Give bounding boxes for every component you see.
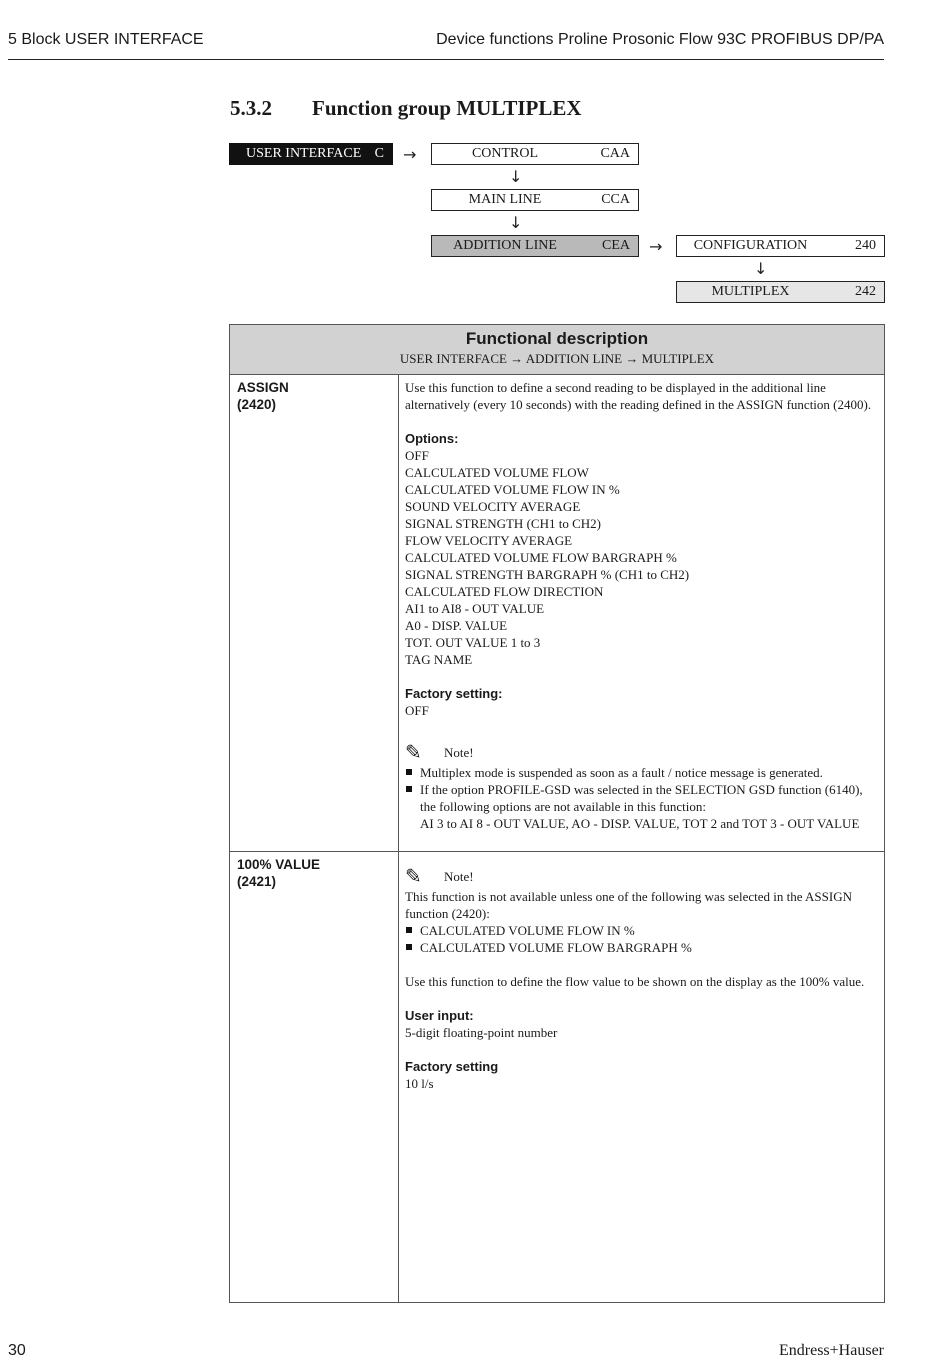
- nav-box-user-interface: [229, 143, 393, 165]
- bullet-square-icon: [406, 769, 412, 775]
- row-divider: [230, 851, 884, 852]
- function-code: (2421): [237, 874, 277, 889]
- pencil-note-icon: ✎: [405, 864, 422, 888]
- page-number: 30: [8, 1342, 26, 1359]
- table-path: USER INTERFACE → ADDITION LINE → MULTIPLEX: [399, 351, 715, 366]
- factory-setting-value: OFF: [405, 703, 429, 718]
- nav-label: USER INTERFACE: [246, 146, 362, 161]
- section-number: 5.3.2: [230, 96, 272, 120]
- table-title: Functional description: [465, 329, 649, 348]
- pencil-note-icon: ✎: [405, 740, 422, 764]
- option-item: TOT. OUT VALUE 1 to 3: [405, 635, 541, 650]
- note-label: Note!: [444, 869, 474, 884]
- note-heading: [405, 866, 881, 888]
- note-bullet: [405, 922, 881, 939]
- header-rule: [8, 59, 884, 60]
- function-name: 100% VALUE: [237, 857, 321, 872]
- nav-box-main-line: [431, 189, 639, 211]
- option-item: CALCULATED VOLUME FLOW BARGRAPH %: [405, 550, 677, 565]
- nav-label: CONFIGURATION: [693, 238, 808, 253]
- nav-code: CEA: [602, 238, 630, 253]
- nav-code: 242: [855, 284, 876, 299]
- option-item: CALCULATED FLOW DIRECTION: [405, 584, 604, 599]
- section-title: Function group MULTIPLEX: [312, 96, 582, 120]
- running-header-section: 5 Block USER INTERFACE: [8, 31, 204, 48]
- note-tail: AI 3 to AI 8 - OUT VALUE, AO - DISP. VALUE, TOT 2 and TOT 3 - OUT VALUE: [420, 816, 860, 831]
- nav-code: C: [374, 146, 384, 161]
- function-description-assign: [405, 379, 881, 832]
- nav-code: 240: [855, 238, 876, 253]
- user-input-value: 5-digit floating-point number: [405, 1025, 558, 1040]
- arrow-down-icon: ↓: [509, 167, 523, 186]
- factory-setting-label: Factory setting:: [405, 686, 503, 701]
- functional-description-table: [229, 324, 885, 1303]
- note-bullet-text: Multiplex mode is suspended as soon as a fault / notice message is generated.: [420, 765, 823, 780]
- arrow-down-icon: ↓: [509, 213, 523, 232]
- assign-intro: Use this function to define a second reading to be displayed in the additional line alternatively (every 10 seconds) with the reading defined in the ASSIGN function (2400).: [405, 380, 872, 412]
- arrow-right-icon: →: [649, 237, 663, 256]
- function-name-assign: [237, 379, 289, 413]
- note-label: Note!: [444, 745, 474, 760]
- note-bullet-text: CALCULATED VOLUME FLOW BARGRAPH %: [420, 940, 692, 955]
- nav-box-control: [431, 143, 639, 165]
- note-bullet: [405, 939, 881, 956]
- running-header-title: Device functions Proline Prosonic Flow 93C PROFIBUS DP/PA: [436, 31, 884, 48]
- note-heading: [405, 742, 881, 764]
- option-item: CALCULATED VOLUME FLOW: [405, 465, 589, 480]
- function-description-100-value: [405, 866, 881, 1092]
- nav-box-addition-line: [431, 235, 639, 257]
- note-text: This function is not available unless one of the following was selected in the ASSIGN function (2420):: [405, 889, 852, 921]
- option-item: A0 - DISP. VALUE: [405, 618, 508, 633]
- brand-name: Endress+Hauser: [779, 1342, 884, 1359]
- nav-label: ADDITION LINE: [453, 238, 557, 253]
- user-input-label: User input:: [405, 1008, 474, 1023]
- option-item: OFF: [405, 448, 429, 463]
- note-bullet: [405, 781, 881, 832]
- function-name-100-value: [237, 856, 320, 890]
- arrow-down-icon: ↓: [754, 259, 768, 278]
- column-divider: [398, 374, 399, 1302]
- option-item: AI1 to AI8 - OUT VALUE: [405, 601, 545, 616]
- nav-box-multiplex: [676, 281, 885, 303]
- nav-code: CCA: [601, 192, 630, 207]
- arrow-right-icon: →: [403, 145, 417, 164]
- bullet-square-icon: [406, 786, 412, 792]
- note-bullet-text: CALCULATED VOLUME FLOW IN %: [420, 923, 635, 938]
- option-item: CALCULATED VOLUME FLOW IN %: [405, 482, 620, 497]
- option-item: TAG NAME: [405, 652, 473, 667]
- bullet-square-icon: [406, 944, 412, 950]
- option-item: SIGNAL STRENGTH BARGRAPH % (CH1 to CH2): [405, 567, 690, 582]
- nav-label: CONTROL: [471, 146, 539, 161]
- option-item: SIGNAL STRENGTH (CH1 to CH2): [405, 516, 601, 531]
- value100-description: Use this function to define the flow value to be shown on the display as the 100% value.: [405, 974, 865, 989]
- options-label: Options:: [405, 431, 459, 446]
- note-bullet: [405, 764, 881, 781]
- option-item: FLOW VELOCITY AVERAGE: [405, 533, 573, 548]
- option-item: SOUND VELOCITY AVERAGE: [405, 499, 581, 514]
- nav-box-configuration: [676, 235, 885, 257]
- factory-setting-value: 10 l/s: [405, 1076, 434, 1091]
- note-bullet-text: If the option PROFILE-GSD was selected in the SELECTION GSD function (6140), the following options are not available in this function:: [420, 782, 863, 814]
- nav-label: MAIN LINE: [468, 192, 542, 207]
- factory-setting-label: Factory setting: [405, 1059, 499, 1074]
- nav-code: CAA: [600, 146, 630, 161]
- function-code: (2420): [237, 397, 277, 412]
- function-name: ASSIGN: [237, 380, 289, 395]
- bullet-square-icon: [406, 927, 412, 933]
- nav-label: MULTIPLEX: [711, 284, 790, 299]
- table-header: [230, 325, 884, 375]
